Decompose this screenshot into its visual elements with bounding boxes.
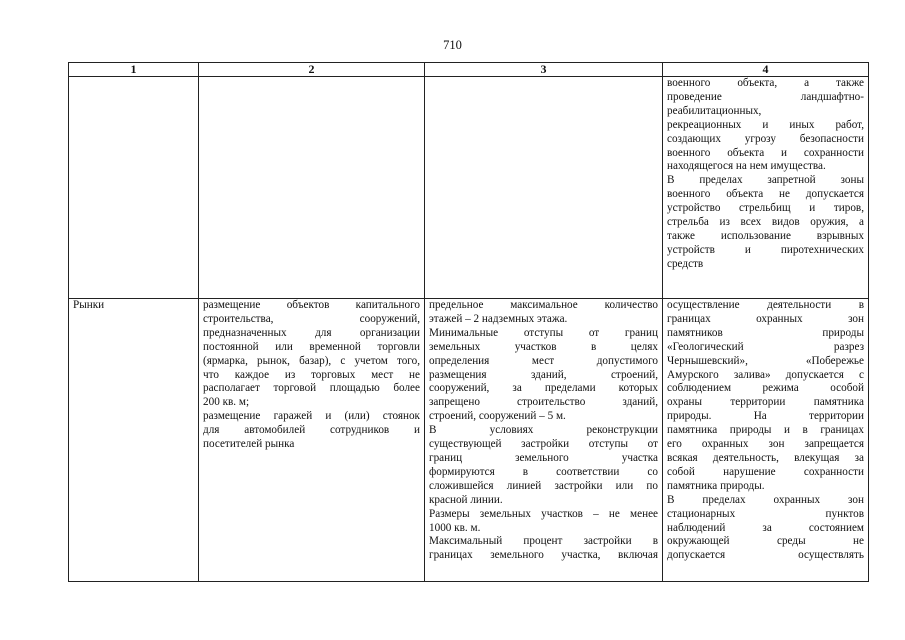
header-row	[69, 63, 869, 77]
text-line: земельных участков в целях	[429, 340, 658, 353]
text-line: памятника природы и в границах	[667, 424, 864, 437]
text-line: памятников природы	[667, 326, 864, 339]
text-line: сложившейся линией застройки или по	[429, 479, 658, 492]
text-line: В пределах охранных зон	[667, 493, 864, 506]
text-line: «Геологический разрез	[667, 340, 864, 353]
text-line: определения мест допустимого	[429, 354, 658, 367]
text-line: памятника природы.	[667, 479, 765, 492]
text-line: существующей застройки отступы от	[429, 438, 658, 451]
text-line: устройство стрельбищ и тиров,	[667, 202, 864, 215]
text-line: устройств и пиротехнических	[667, 243, 864, 256]
text-line: размещение гаражей и (или) стоянок	[203, 410, 420, 423]
table-row	[69, 77, 869, 299]
text-line: создающих угрозу безопасности	[667, 132, 864, 145]
text-line: также использование взрывных	[667, 229, 864, 242]
text-line: военного объекта, а также	[667, 77, 864, 89]
header-col-1: 1	[69, 63, 199, 77]
text-line: границ земельного участка	[429, 451, 658, 464]
row1-col3	[425, 77, 663, 299]
text-line: В условиях реконструкции	[429, 424, 658, 437]
text-line: границах земельного участка, включая	[429, 549, 658, 562]
row2-col4	[663, 299, 869, 582]
text-line: красной линии.	[429, 493, 503, 506]
text-line: допускается осуществлять	[667, 549, 864, 562]
row1-col2	[199, 77, 425, 299]
text-line: проведение ландшафтно-	[667, 90, 864, 103]
text-line: Чернышевский», «Побережье	[667, 354, 864, 367]
text-line: постоянной или временной торговли	[203, 340, 420, 353]
header-col-2: 2	[199, 63, 425, 77]
text-line: 200 кв. м;	[203, 396, 250, 409]
text-line: Амурского залива» допускается с	[667, 368, 864, 381]
text-line: размещения зданий, строений,	[429, 368, 658, 381]
text-line: средств	[667, 257, 704, 270]
table-row	[69, 299, 869, 582]
text-line: природы. На территории	[667, 410, 864, 423]
row1-col4	[663, 77, 869, 299]
row2-col2	[199, 299, 425, 582]
text-line: строительства, сооружений,	[203, 312, 420, 325]
row1-col1	[69, 77, 199, 299]
text-line: Максимальный процент застройки в	[429, 535, 658, 548]
text-line: его охранных зон запрещается	[667, 438, 864, 451]
text-line: рекреационных и иных работ,	[667, 118, 864, 131]
text-line: В пределах запретной зоны	[667, 174, 864, 187]
text-line: посетителей рынка	[203, 438, 295, 451]
text-line: строений, сооружений – 5 м.	[429, 410, 566, 423]
row2-col3	[425, 299, 663, 582]
text-line: запрещено строительство зданий,	[429, 396, 658, 409]
text-line: размещение объектов капитального	[203, 299, 420, 311]
text-line: наблюдений за состоянием	[667, 521, 864, 534]
header-col-4: 4	[663, 63, 869, 77]
page-number: 710	[443, 38, 462, 52]
text-line: границах охранных зон	[667, 312, 864, 325]
text-line: стрельба из всех видов оружия, а	[667, 216, 864, 229]
text-line: стационарных пунктов	[667, 507, 864, 520]
text-line: Минимальные отступы от границ	[429, 326, 658, 339]
text-line: 1000 кв. м.	[429, 521, 481, 534]
text-line: собой нарушение сохранности	[667, 465, 864, 478]
text-line: реабилитационных,	[667, 104, 762, 117]
text-line: соблюдением режима особой	[667, 382, 864, 395]
regulations-table	[68, 62, 869, 582]
text-line: Размеры земельных участков – не менее	[429, 507, 658, 520]
text-line: осуществление деятельности в	[667, 299, 864, 311]
text-line: сооружений, за пределами которых	[429, 382, 658, 395]
text-line: формируются в соответствии со	[429, 465, 658, 478]
row2-col1: Рынки	[69, 299, 199, 582]
text-line: окружающей среды не	[667, 535, 864, 548]
text-line: находящегося на нем имущества.	[667, 160, 826, 173]
text-line: предельное максимальное количество	[429, 299, 658, 311]
text-line: охраны территории памятника	[667, 396, 864, 409]
text-line: военного объекта не допускается	[667, 188, 864, 201]
header-col-3: 3	[425, 63, 663, 77]
text-line: что каждое из торговых мест не	[203, 368, 420, 381]
text-line: этажей – 2 надземных этажа.	[429, 312, 568, 325]
text-line: всякая деятельность, влекущая за	[667, 451, 864, 464]
text-line: (ярмарка, рынок, базар), с учетом того,	[203, 354, 420, 367]
text-line: предназначенных для организации	[203, 326, 420, 339]
text-line: военного объекта и сохранности	[667, 146, 864, 159]
text-line: для автомобилей сотрудников и	[203, 424, 420, 437]
text-line: располагает торговой площадью более	[203, 382, 420, 395]
